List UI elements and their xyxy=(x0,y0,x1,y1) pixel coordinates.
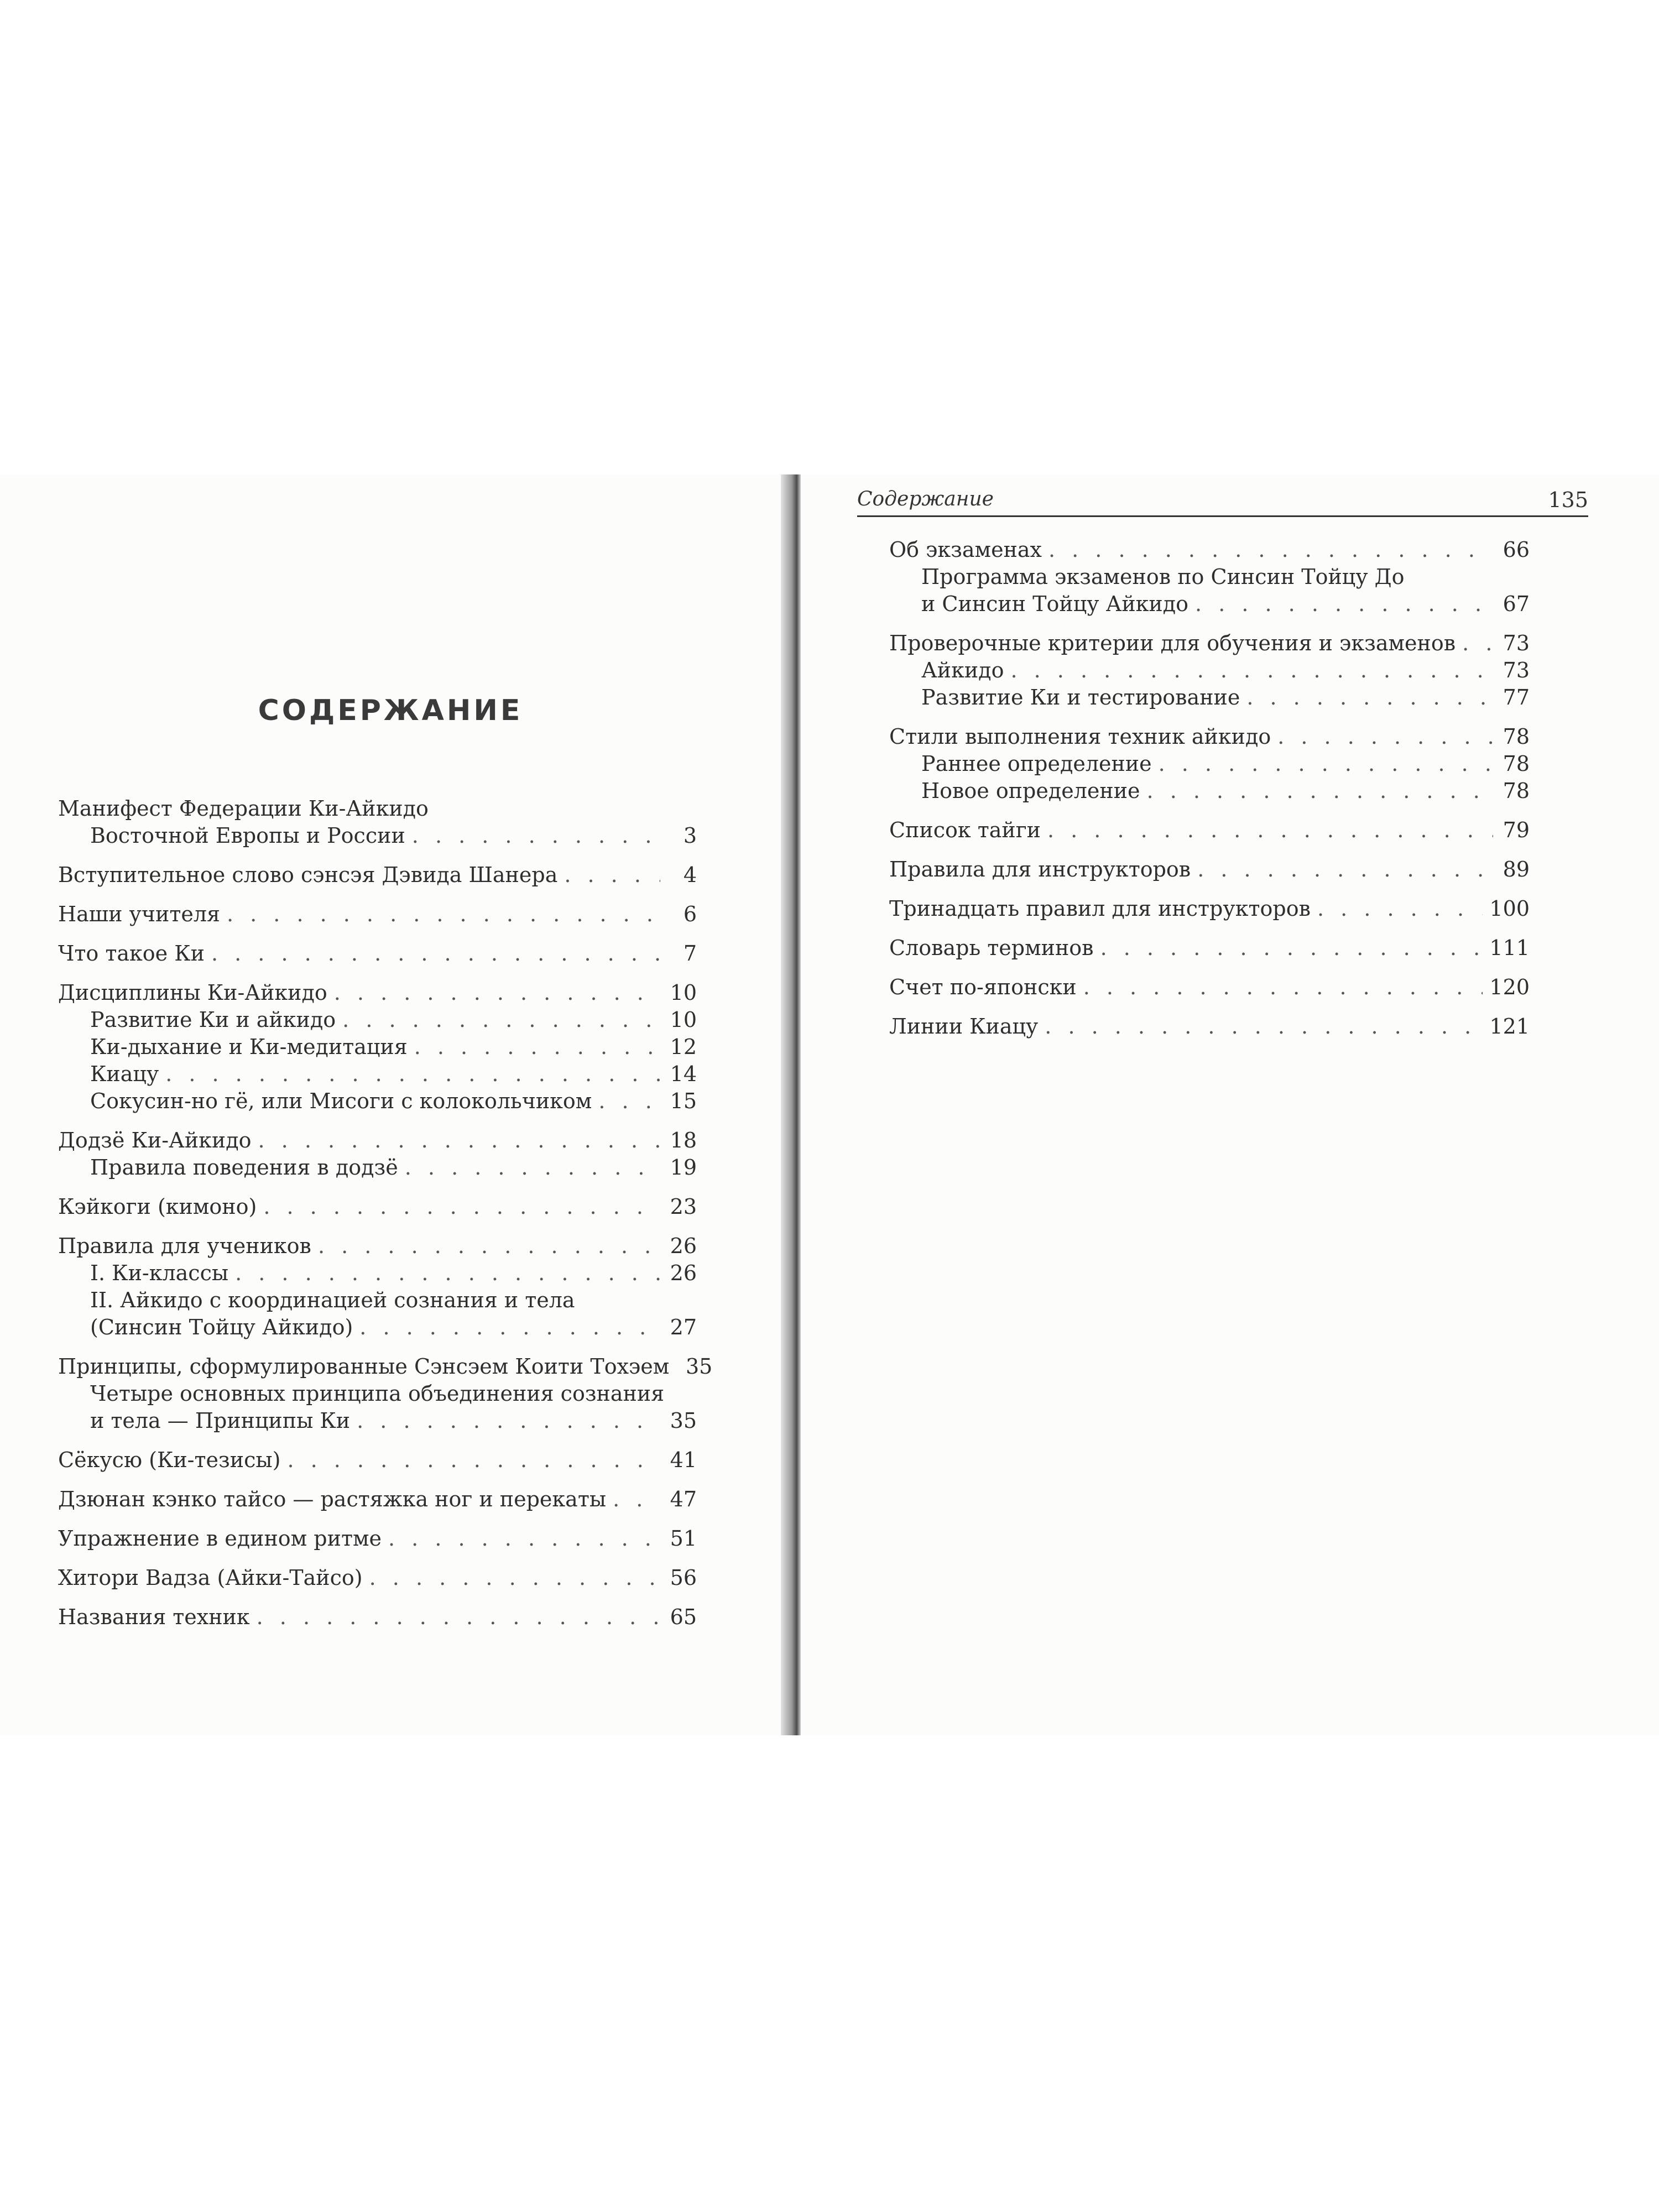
dot-leader xyxy=(165,1061,660,1088)
dot-leader xyxy=(1246,684,1493,711)
toc-page-number: 89 xyxy=(1503,857,1530,881)
toc-entry-title: Правила для учеников xyxy=(58,1234,311,1258)
toc-entry xyxy=(889,856,1530,883)
toc-page-number: 78 xyxy=(1503,724,1530,749)
toc-group xyxy=(889,723,1530,805)
toc-entry-title: I. Ки-классы xyxy=(90,1261,229,1285)
toc-entry-title: Хитори Вадза (Айки-Тайсо) xyxy=(58,1566,363,1590)
toc-page-number: 79 xyxy=(1503,818,1530,842)
toc-entry-title: Дисциплины Ки-Айкидо xyxy=(58,980,327,1005)
toc-subentry xyxy=(58,1314,697,1341)
toc-entry-title: и тела — Принципы Ки xyxy=(90,1408,351,1433)
toc-page-number: 19 xyxy=(670,1155,697,1180)
dot-leader xyxy=(564,862,660,889)
toc-subentry xyxy=(889,778,1530,805)
dot-leader xyxy=(1462,630,1493,657)
toc-page-number: 56 xyxy=(670,1566,697,1590)
toc-page-number: 66 xyxy=(1503,538,1530,562)
toc-group xyxy=(889,536,1530,618)
toc-entry xyxy=(58,1127,697,1154)
dot-leader xyxy=(1195,591,1493,618)
dot-leader xyxy=(235,1260,660,1287)
toc-page-number: 41 xyxy=(670,1448,697,1472)
dot-leader xyxy=(1047,817,1493,844)
toc-entry-title: Тринадцать правил для инструкторов xyxy=(889,896,1311,921)
toc-group xyxy=(889,974,1530,1001)
toc-page-number: 10 xyxy=(670,1008,697,1032)
toc-page-number: 47 xyxy=(670,1487,697,1511)
toc-entry-title: Кэйкоги (кимоно) xyxy=(58,1194,257,1219)
toc-entry-title: Киацу xyxy=(90,1062,159,1086)
toc-entry-title: Новое определение xyxy=(921,779,1140,803)
toc-group xyxy=(58,862,697,889)
toc-subentry xyxy=(58,1034,697,1061)
dot-leader xyxy=(359,1314,660,1341)
toc-subentry xyxy=(58,1088,697,1115)
toc-page-number: 26 xyxy=(670,1261,697,1285)
dot-leader xyxy=(1277,723,1493,750)
page-number: 135 xyxy=(1548,488,1588,512)
toc-subentry xyxy=(889,684,1530,711)
toc-group xyxy=(58,1525,697,1552)
toc-subentry xyxy=(58,1061,697,1088)
toc-group xyxy=(58,1447,697,1474)
toc-entry xyxy=(58,1233,697,1260)
toc-entry-title: Вступительное слово сэнсэя Дэвида Шанера xyxy=(58,863,558,887)
toc-entry xyxy=(58,1193,697,1220)
toc-group xyxy=(58,1193,697,1220)
toc-group xyxy=(58,795,697,849)
dot-leader xyxy=(227,901,660,928)
toc-entry xyxy=(58,1604,697,1631)
toc-page-number: 35 xyxy=(685,1354,713,1379)
toc-entry xyxy=(889,974,1530,1001)
toc-subentry xyxy=(58,1260,697,1287)
toc-entry-title: Развитие Ки и тестирование xyxy=(921,685,1240,709)
toc-entry xyxy=(58,862,697,889)
toc-entry-title: Манифест Федерации Ки-Айкидо xyxy=(58,796,429,821)
toc-entry-title: Названия техник xyxy=(58,1605,250,1629)
toc-subentry xyxy=(58,1154,697,1181)
toc-subentry xyxy=(889,750,1530,778)
toc-group xyxy=(889,935,1530,962)
toc-entry-title: Проверочные критерии для обучения и экзаменов xyxy=(889,631,1456,655)
toc-entry-title: Что такое Ки xyxy=(58,941,205,966)
toc-entry-title: Додзё Ки-Айкидо xyxy=(58,1128,252,1152)
dot-leader xyxy=(257,1604,660,1631)
toc-page-number: 65 xyxy=(670,1605,697,1629)
dot-leader xyxy=(1197,856,1493,883)
toc-entry-title: Четыре основных принципа объединения сознания xyxy=(90,1381,665,1406)
dot-leader xyxy=(1045,1013,1483,1040)
toc-subentry xyxy=(58,1287,697,1314)
toc-group xyxy=(889,895,1530,922)
toc-entry xyxy=(889,895,1530,922)
toc-entry-title: II. Айкидо с координацией сознания и тела xyxy=(90,1288,575,1312)
toc-group xyxy=(58,1127,697,1181)
dot-leader xyxy=(342,1006,660,1034)
toc-group xyxy=(58,979,697,1115)
toc-entry-title: Правила поведения в додзё xyxy=(90,1155,398,1180)
toc-entry-title: Правила для инструкторов xyxy=(889,857,1191,881)
toc-subentry xyxy=(58,1407,697,1434)
toc-group xyxy=(58,1233,697,1341)
toc-page-number: 100 xyxy=(1489,896,1530,921)
dot-leader xyxy=(258,1127,661,1154)
toc-page-number: 12 xyxy=(670,1035,697,1059)
toc-page-number: 77 xyxy=(1503,685,1530,709)
dot-leader xyxy=(1317,895,1483,922)
running-head-title: Содержание xyxy=(857,488,994,510)
toc-entry xyxy=(58,795,697,822)
toc-entry-title: Развитие Ки и айкидо xyxy=(90,1008,336,1032)
toc-page-number: 73 xyxy=(1503,658,1530,682)
toc-entry xyxy=(58,979,697,1006)
toc-entry-title: (Синсин Тойцу Айкидо) xyxy=(90,1315,353,1339)
toc-entry xyxy=(58,940,697,967)
toc-entry xyxy=(889,723,1530,750)
toc-entry xyxy=(58,1353,713,1380)
toc-subentry xyxy=(889,564,1530,591)
toc-group xyxy=(58,940,697,967)
toc-entry-title: Список тайги xyxy=(889,818,1041,842)
toc-entry-title: Об экзаменах xyxy=(889,538,1042,562)
toc-entry-title: Айкидо xyxy=(921,658,1004,682)
toc-page-number: 121 xyxy=(1489,1014,1530,1039)
page-title: СОДЕРЖАНИЕ xyxy=(258,694,523,727)
toc-subentry xyxy=(58,1006,697,1034)
dot-leader xyxy=(334,979,660,1006)
toc-page-number: 73 xyxy=(1503,631,1530,655)
toc-entry-title: Упражнение в едином ритме xyxy=(58,1526,382,1551)
dot-leader xyxy=(211,940,660,967)
toc-entry-title: Восточной Европы и России xyxy=(90,823,405,848)
toc-page-number: 67 xyxy=(1503,592,1530,616)
dot-leader xyxy=(1147,778,1493,805)
toc-subentry xyxy=(889,591,1530,618)
toc-entry xyxy=(889,536,1530,564)
toc-page-number: 18 xyxy=(670,1128,697,1152)
toc-entry-title: Счет по-японски xyxy=(889,975,1077,999)
toc-group xyxy=(58,901,697,928)
toc-page-number: 35 xyxy=(670,1408,697,1433)
toc-left xyxy=(58,795,713,1643)
toc-entry xyxy=(58,1525,697,1552)
toc-page-number: 78 xyxy=(1503,779,1530,803)
toc-page-number: 111 xyxy=(1489,936,1530,960)
dot-leader xyxy=(287,1447,660,1474)
toc-entry-title: Наши учителя xyxy=(58,902,220,926)
toc-group xyxy=(889,856,1530,883)
toc-page-number: 78 xyxy=(1503,752,1530,776)
toc-group xyxy=(889,1013,1530,1040)
toc-entry-title: Линии Киацу xyxy=(889,1014,1039,1039)
dot-leader xyxy=(1010,657,1493,684)
toc-entry-title: Ки-дыхание и Ки-медитация xyxy=(90,1035,408,1059)
toc-entry xyxy=(58,1564,697,1592)
dot-leader xyxy=(318,1233,660,1260)
toc-page-number: 6 xyxy=(683,902,697,926)
toc-page-number: 51 xyxy=(670,1526,697,1551)
dot-leader xyxy=(412,822,660,849)
toc-page-number: 14 xyxy=(670,1062,697,1086)
toc-subentry xyxy=(58,822,697,849)
toc-page-number: 120 xyxy=(1489,975,1530,999)
running-header xyxy=(857,486,1588,517)
dot-leader xyxy=(388,1525,660,1552)
toc-entry-title: и Синсин Тойцу Айкидо xyxy=(921,592,1189,616)
toc-entry xyxy=(889,630,1530,657)
dot-leader xyxy=(598,1088,660,1115)
toc-subentry xyxy=(889,657,1530,684)
toc-page-number: 10 xyxy=(670,980,697,1005)
dot-leader xyxy=(414,1034,660,1061)
toc-entry xyxy=(58,1447,697,1474)
toc-entry xyxy=(58,901,697,928)
toc-group xyxy=(889,817,1530,844)
toc-entry-title: Сокусин-но гё, или Мисоги с колокольчиком xyxy=(90,1089,592,1113)
toc-entry-title: Сёкусю (Ки-тезисы) xyxy=(58,1448,281,1472)
toc-page-number: 7 xyxy=(683,941,697,966)
toc-page-number: 4 xyxy=(683,863,697,887)
toc-group xyxy=(58,1564,697,1592)
toc-entry-title: Дзюнан кэнко тайсо — растяжка ног и перекаты xyxy=(58,1487,607,1511)
toc-entry-title: Словарь терминов xyxy=(889,936,1094,960)
dot-leader xyxy=(263,1193,660,1220)
toc-entry-title: Раннее определение xyxy=(921,752,1152,776)
toc-page-number: 23 xyxy=(670,1194,697,1219)
toc-page-number: 27 xyxy=(670,1315,697,1339)
dot-leader xyxy=(1159,750,1493,778)
dot-leader xyxy=(1100,935,1483,962)
dot-leader xyxy=(1083,974,1483,1001)
dot-leader xyxy=(369,1564,660,1592)
dot-leader xyxy=(1048,536,1493,564)
toc-entry-title: Программа экзаменов по Синсин Тойцу До xyxy=(921,565,1405,589)
toc-entry xyxy=(889,1013,1530,1040)
toc-group xyxy=(889,630,1530,711)
toc-group xyxy=(58,1353,713,1434)
toc-group xyxy=(58,1604,697,1631)
toc-entry xyxy=(889,935,1530,962)
toc-subentry xyxy=(58,1380,697,1407)
dot-leader xyxy=(357,1407,660,1434)
toc-page-number: 15 xyxy=(670,1089,697,1113)
toc-entry-title: Стили выполнения техник айкидо xyxy=(889,724,1271,749)
toc-page-number: 26 xyxy=(670,1234,697,1258)
toc-entry xyxy=(889,817,1530,844)
book-gutter xyxy=(781,474,801,1735)
toc-page-number: 3 xyxy=(683,823,697,848)
toc-entry-title: Принципы, сформулированные Сэнсэем Коити Тохэем xyxy=(58,1354,670,1379)
toc-right xyxy=(889,536,1530,1052)
dot-leader xyxy=(405,1154,660,1181)
toc-entry xyxy=(58,1486,697,1513)
dot-leader xyxy=(613,1486,660,1513)
toc-group xyxy=(58,1486,697,1513)
